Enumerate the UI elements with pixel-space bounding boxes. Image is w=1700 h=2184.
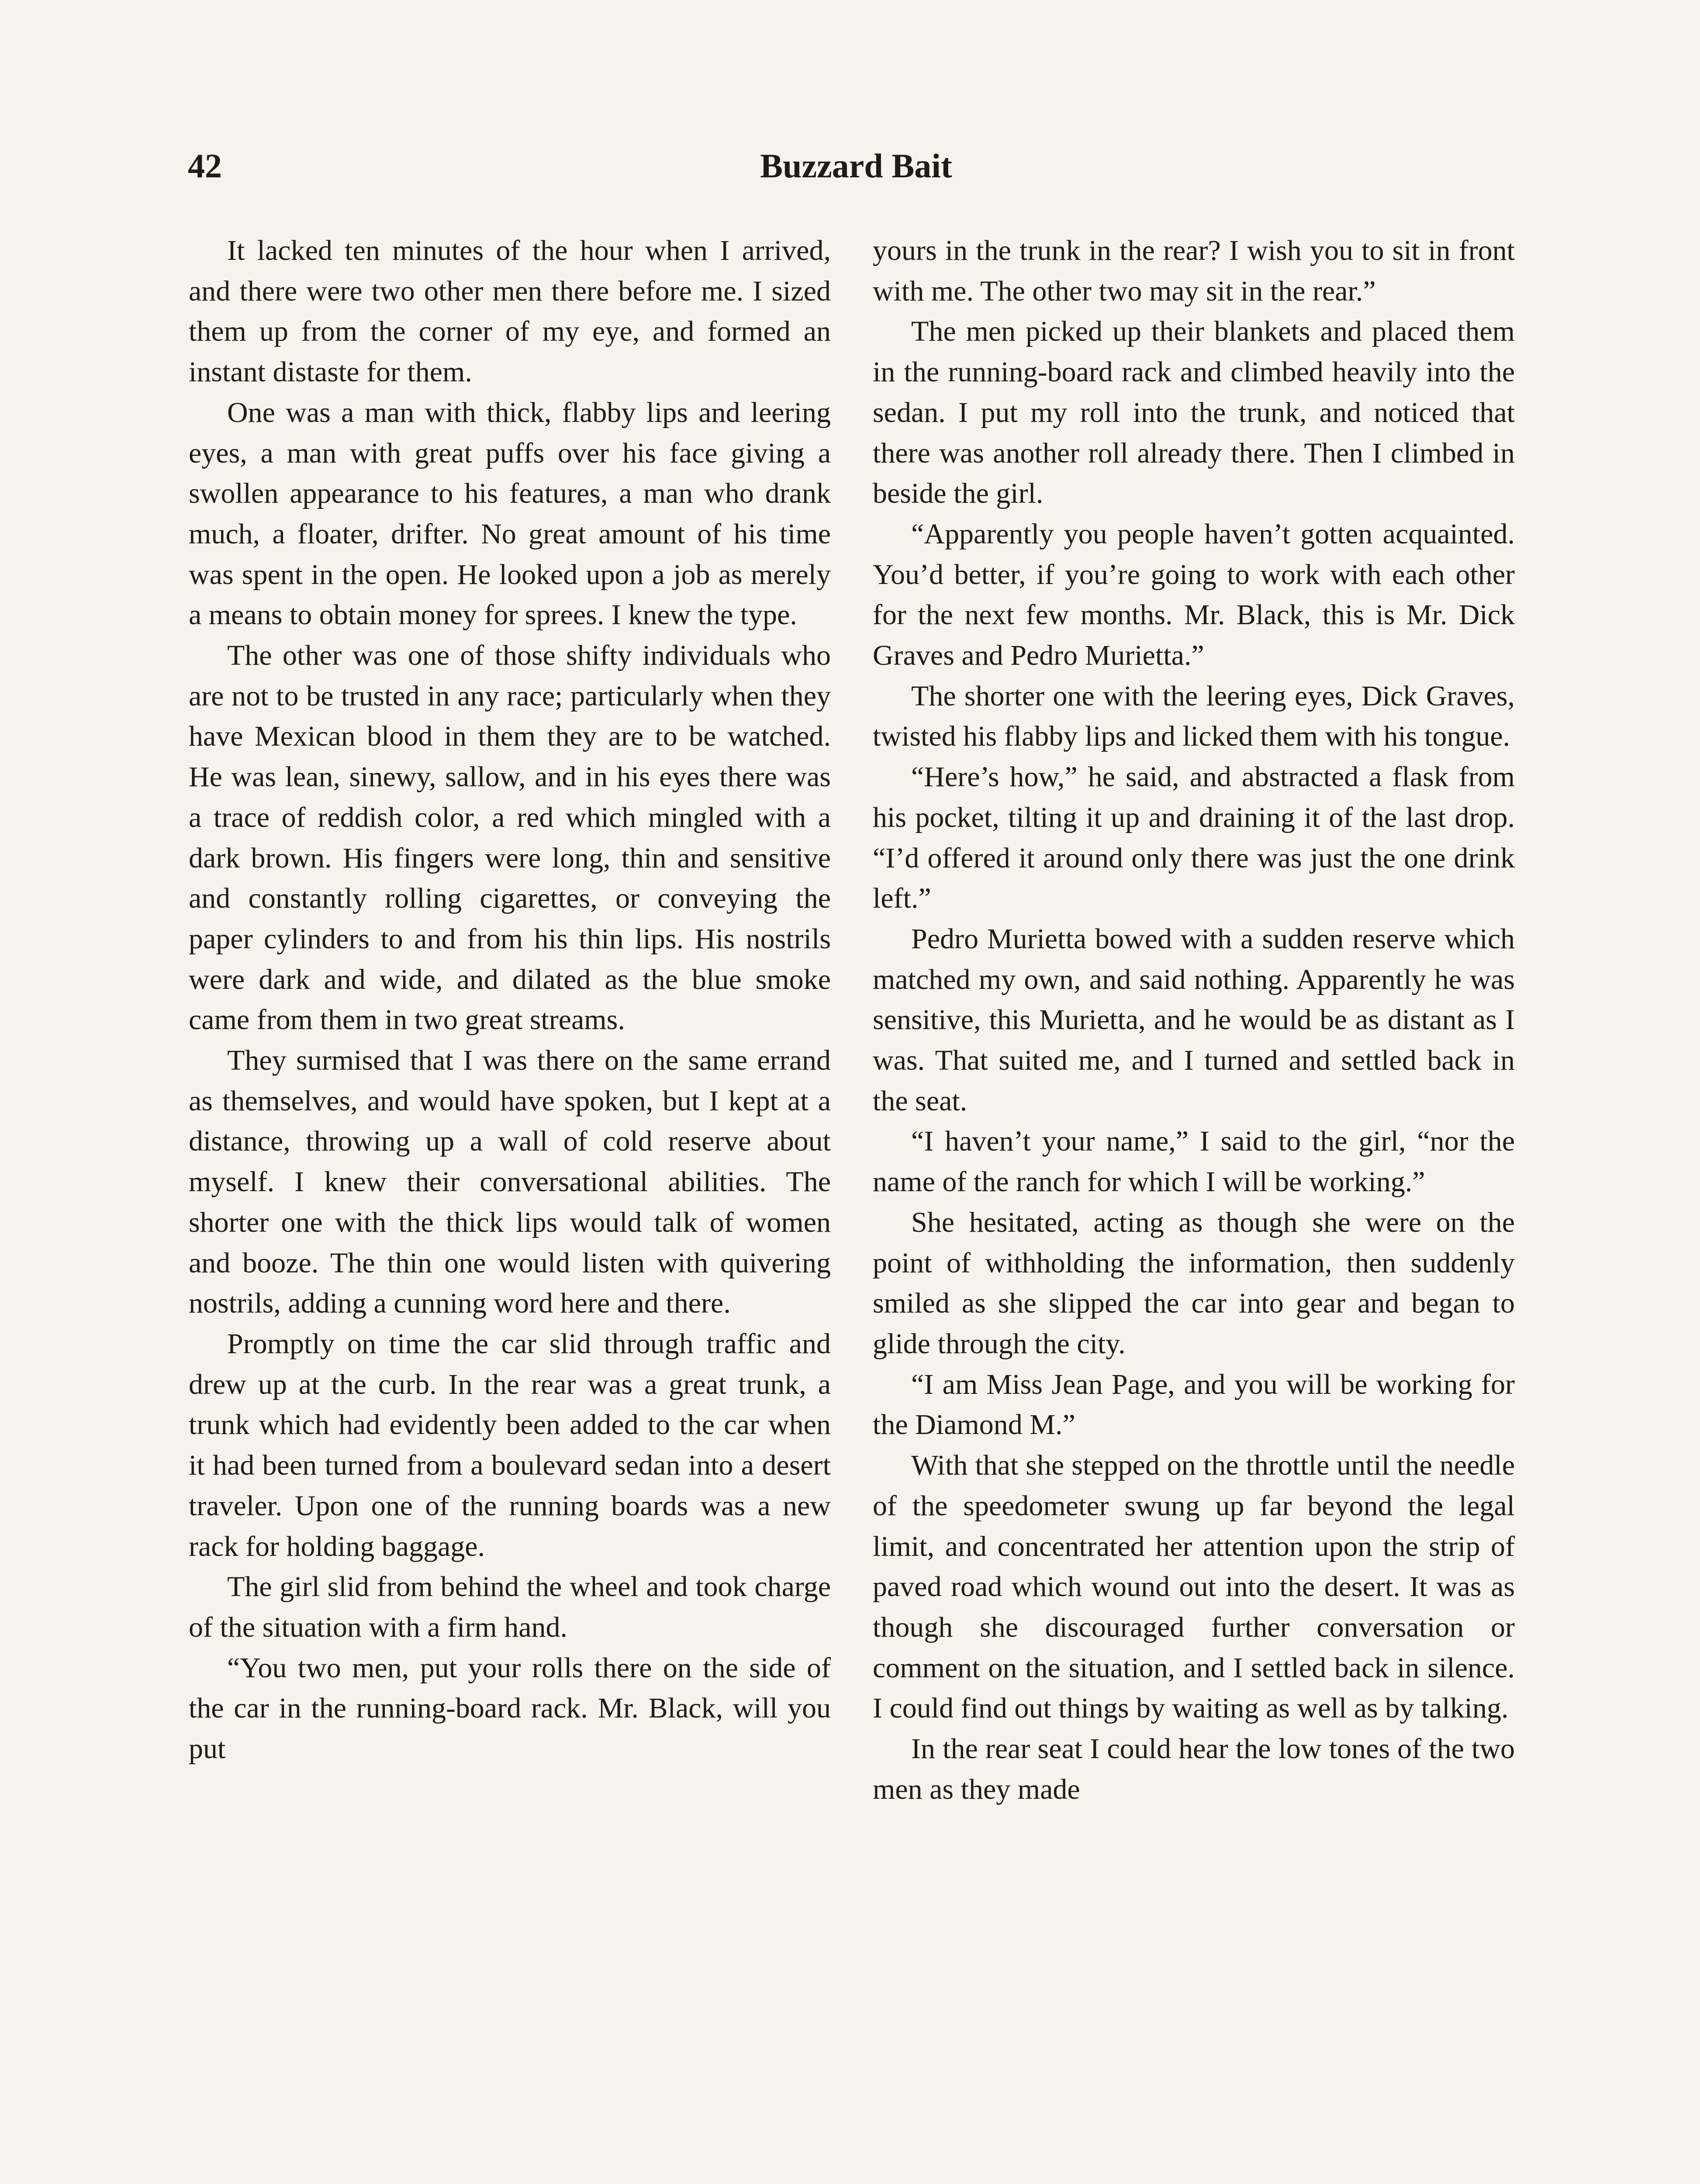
paragraph: The shorter one with the leering eyes, Dick Graves, twisted his flabby lips and licked them with his tongue. xyxy=(873,680,1515,753)
paragraph: “Apparently you people haven’t gotten acquainted. You’d better, if you’re going to work with each other for the next few months. Mr. Black, this is Mr. Dick Graves and Pedro Murietta.” xyxy=(873,518,1515,672)
paragraph: “I am Miss Jean Page, and you will be working for the Diamond M.” xyxy=(873,1368,1515,1441)
paragraph: “Here’s how,” he said, and abstracted a flask from his pocket, tilting it up and draining it of the last drop. “I’d offered it around only there was just the one drink left.” xyxy=(873,761,1515,915)
paragraph: With that she stepped on the throttle until the needle of the speedometer swung up far beyond the legal limit, and concentrated her attention upon the strip of paved road which wound out into the desert. It was as though she discouraged further conversation or comment on the situation, and I settled back in silence. I could find out things by waiting as well as by talking. xyxy=(873,1449,1515,1724)
paragraph: They surmised that I was there on the same errand as themselves, and would have spoken, but I kept at a distance, throwing up a wall of cold reserve about myself. I knew their conversational abilities. The shorter one with the thick lips would talk of women and booze. The thin one would listen with quivering nostrils, adding a cunning word here and there. xyxy=(189,1044,831,1320)
paragraph: The other was one of those shifty individuals who are not to be trusted in any race; particularly when they have Mexican blood in them they are to be watched. He was lean, sinewy, sallow, and in his eyes there was a trace of reddish color, a red which mingled with a dark brown. His fingers were long, thin and sensitive and constantly rolling cigarettes, or conveying the paper cylinders to and from his thin lips. His nostrils were dark and wide, and dilated as the blue smoke came from them in two great streams. xyxy=(189,639,831,1036)
page-number: 42 xyxy=(188,147,222,185)
paragraph: One was a man with thick, flabby lips and leering eyes, a man with great puffs over his face giving a swollen appearance to his features, a man who drank much, a floater, drifter. No great amount of his time was spent in the open. He looked upon a job as merely a means to obtain money for sprees. I knew the type. xyxy=(189,396,831,631)
paragraph-continuation: yours in the trunk in the rear? I wish you to sit in front with me. The other two may sit in the rear.” xyxy=(873,235,1515,307)
paragraph: “I haven’t your name,” I said to the girl, “nor the name of the ranch for which I will be working.” xyxy=(873,1125,1515,1198)
paragraph: The girl slid from behind the wheel and took charge of the situation with a firm hand. xyxy=(189,1571,831,1643)
running-head-title: Buzzard Bait xyxy=(760,147,952,185)
paragraph: It lacked ten minutes of the hour when I arrived, and there were two other men there before me. I sized them up from the corner of my eye, and formed an instant distaste for them. xyxy=(189,235,831,388)
right-text-column xyxy=(873,231,1515,1810)
paragraph: “You two men, put your rolls there on the side of the car in the running-board rack. Mr. Black, will you put xyxy=(189,1652,831,1765)
page-header xyxy=(188,144,1524,197)
paragraph: Promptly on time the car slid through traffic and drew up at the curb. In the rear was a great trunk, a trunk which had evidently been added to the car when it had been turned from a boulevard sedan into a desert traveler. Upon one of the running boards was a new rack for holding baggage. xyxy=(189,1327,831,1562)
paragraph: Pedro Murietta bowed with a sudden reserve which matched my own, and said nothing. Apparently he was sensitive, this Murietta, and he would be as distant as I was. That suited me, and I turned and settled back in the seat. xyxy=(873,923,1515,1117)
paragraph: She hesitated, acting as though she were on the point of withholding the information, then suddenly smiled as she slipped the car into gear and began to glide through the city. xyxy=(873,1206,1515,1360)
paragraph: The men picked up their blankets and placed them in the running-board rack and climbed heavily into the sedan. I put my roll into the trunk, and noticed that there was another roll already there. Then I climbed in beside the girl. xyxy=(873,315,1515,510)
paragraph: In the rear seat I could hear the low tones of the two men as they made xyxy=(873,1733,1515,1805)
left-text-column xyxy=(189,231,831,1769)
